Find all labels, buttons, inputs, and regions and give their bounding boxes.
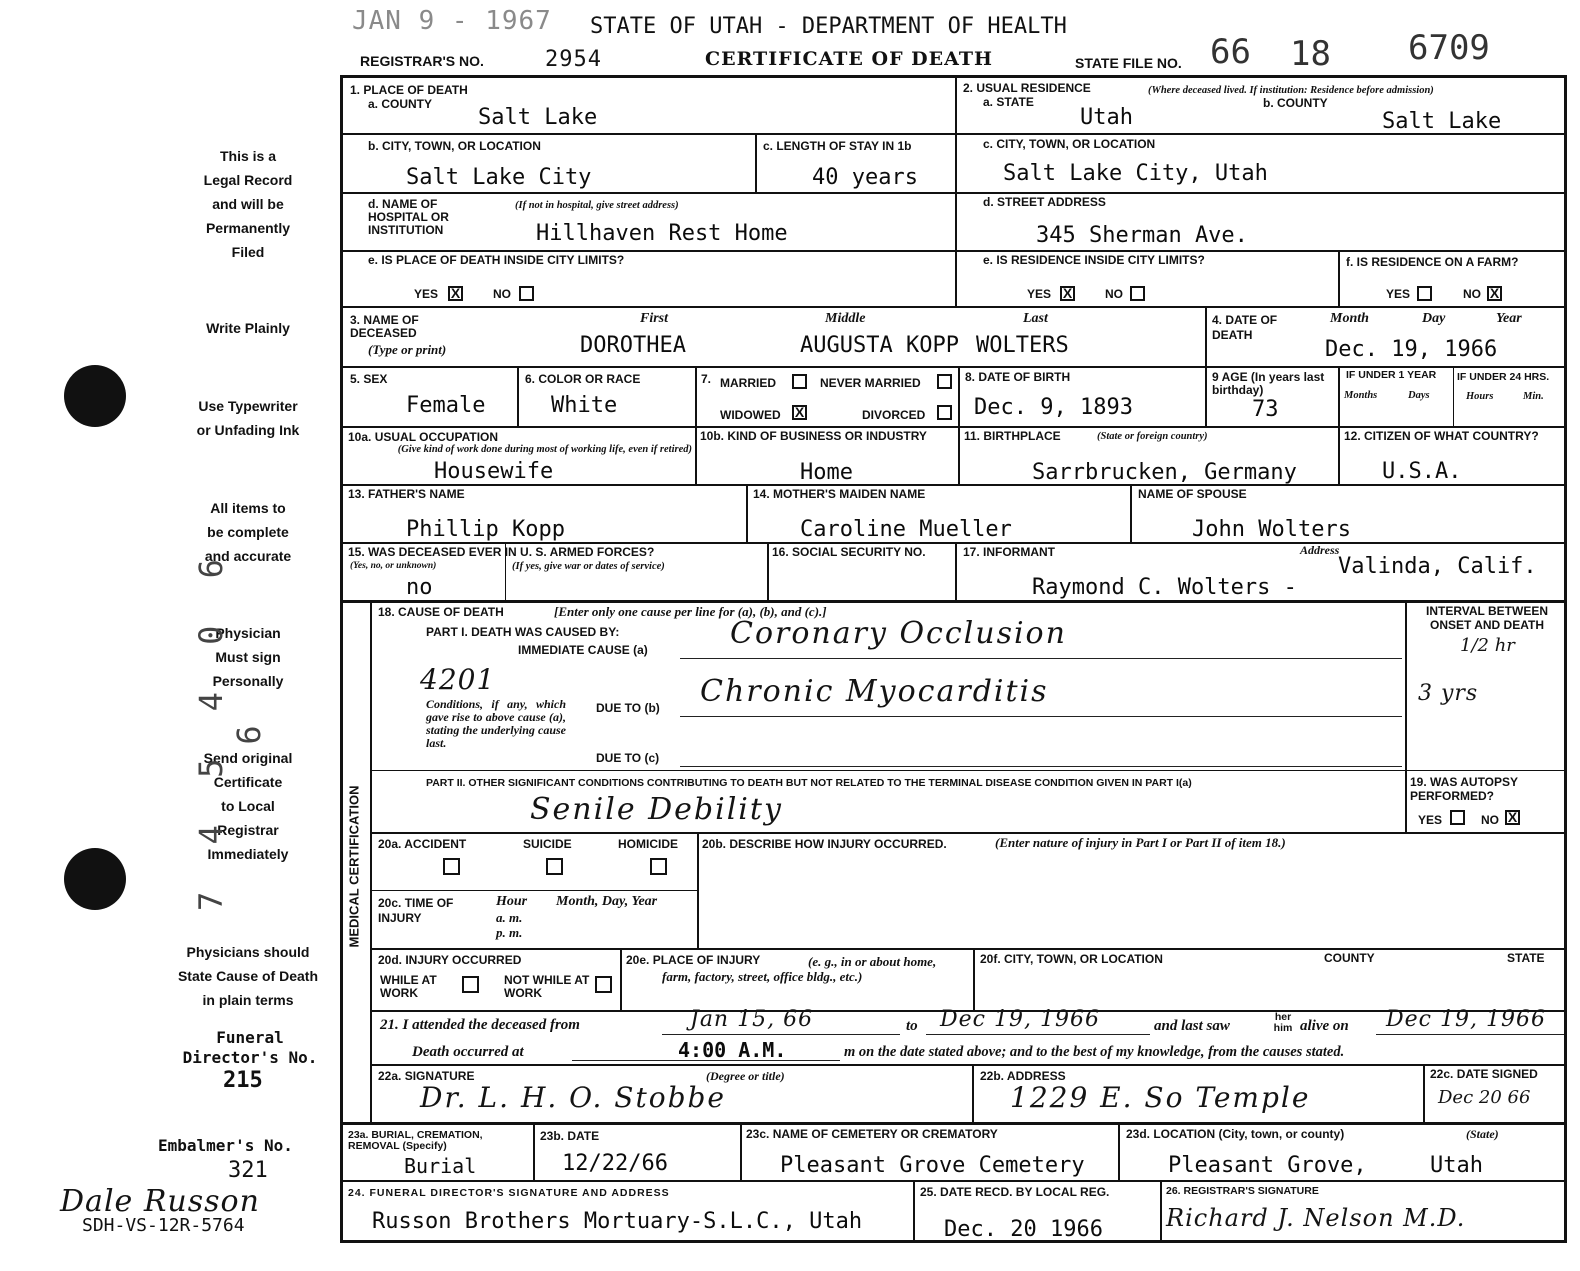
label-injury-occurred: 20d. INJURY OCCURRED bbox=[378, 953, 522, 967]
label-ssn: 16. SOCIAL SECURITY NO. bbox=[772, 545, 926, 559]
label-days: Days bbox=[1408, 390, 1430, 401]
label-conditions: Conditions, if any, which gave rise to above cause (a), stating the underlying cause last. bbox=[426, 697, 566, 750]
agency-title: STATE OF UTAH - DEPARTMENT OF HEALTH bbox=[590, 14, 1067, 39]
value-cemetery-location: Pleasant Grove, bbox=[1168, 1153, 1367, 1178]
checkbox-2e-yes[interactable]: X bbox=[1060, 286, 1075, 301]
label-yes-2f: YES bbox=[1386, 287, 1411, 301]
checkbox-2e-no[interactable] bbox=[1130, 286, 1145, 301]
label-part-2: PART II. OTHER SIGNIFICANT CONDITIONS CONTRIBUTING TO DEATH BUT NOT RELATED TO THE TERMINAL DISEASE CONDITION GIVEN IN PART I(a) bbox=[426, 777, 1192, 789]
value-armed-forces: no bbox=[406, 575, 433, 600]
value-attended-from: Jan 15, 66 bbox=[690, 1007, 814, 1032]
value-last-name: WOLTERS bbox=[976, 333, 1069, 358]
value-first-name: DOROTHEA bbox=[580, 333, 686, 358]
label-due-to-b: DUE TO (b) bbox=[596, 701, 660, 715]
label-no-2f: NO bbox=[1463, 287, 1481, 301]
label-age: 9 AGE (In years last birthday) bbox=[1212, 370, 1325, 397]
label-attended-from: 21. I attended the deceased from bbox=[380, 1017, 580, 1033]
value-race: White bbox=[551, 393, 618, 418]
label-date-of-death: 4. DATE OF DEATH bbox=[1212, 313, 1278, 342]
value-middle-name: AUGUSTA KOPP bbox=[800, 333, 959, 358]
value-mother: Caroline Mueller bbox=[800, 517, 1012, 542]
label-how-injury: 20b. DESCRIBE HOW INJURY OCCURRED. bbox=[702, 837, 947, 851]
value-length-of-stay: 40 years bbox=[812, 165, 918, 190]
value-informant: Raymond C. Wolters - bbox=[1032, 575, 1297, 600]
label-name-of-deceased: 3. NAME OF DECEASED bbox=[350, 313, 419, 340]
value-hospital: Hillhaven Rest Home bbox=[536, 221, 788, 246]
label-place-of-injury: 20e. PLACE OF INJURY bbox=[626, 953, 761, 967]
label-place-of-injury-hint: (e. g., in or about home, farm, factory, street, office bldg., etc.) bbox=[662, 954, 937, 984]
value-part-2: Senile Debility bbox=[530, 792, 783, 827]
value-time-of-death: 4:00 A.M. bbox=[678, 1038, 787, 1062]
label-never-married: NEVER MARRIED bbox=[820, 376, 921, 390]
value-cause-code: 4201 bbox=[420, 663, 496, 696]
value-sex: Female bbox=[406, 393, 486, 418]
label-occupation-hint: (Give kind of work done during most of working life, even if retired) bbox=[397, 444, 692, 455]
value-res-county: Salt Lake bbox=[1382, 109, 1502, 134]
value-cause-b: Chronic Myocarditis bbox=[700, 674, 1049, 709]
value-date-received: Dec. 20 1966 bbox=[944, 1217, 1103, 1242]
label-usual-residence: 2. USUAL RESIDENCE bbox=[963, 81, 1091, 95]
label-day: Day bbox=[1422, 311, 1446, 326]
label-to: to bbox=[906, 1018, 918, 1034]
value-res-city: Salt Lake City, Utah bbox=[1003, 161, 1268, 186]
value-res-state: Utah bbox=[1080, 105, 1133, 130]
label-disposition-date: 23b. DATE bbox=[540, 1129, 600, 1143]
value-city: Salt Lake City bbox=[406, 165, 592, 190]
label-birthplace-hint: (State or foreign country) bbox=[1097, 431, 1208, 442]
label-length-of-stay: c. LENGTH OF STAY IN 1b bbox=[763, 139, 912, 153]
label-funeral-director: 24. FUNERAL DIRECTOR'S SIGNATURE AND ADDRESS bbox=[348, 1187, 670, 1199]
label-res-county: b. COUNTY bbox=[1263, 96, 1328, 110]
value-date-signed: Dec 20 66 bbox=[1438, 1087, 1531, 1108]
funeral-director-label: Funeral Director's No. bbox=[182, 1028, 318, 1067]
checkbox-accident[interactable] bbox=[443, 858, 460, 875]
label-type-or-print: (Type or print) bbox=[368, 342, 447, 357]
label-disposition: 23a. BURIAL, CREMATION, REMOVAL (Specify) bbox=[348, 1129, 483, 1152]
label-farm: f. IS RESIDENCE ON A FARM? bbox=[1346, 255, 1519, 269]
label-spouse: NAME OF SPOUSE bbox=[1138, 487, 1247, 501]
label-race: 6. COLOR OR RACE bbox=[525, 372, 641, 386]
label-armed-hint-1: (Yes, no, or unknown) bbox=[350, 561, 437, 571]
sidebar-write-plainly: Write Plainly bbox=[206, 320, 290, 336]
value-county: Salt Lake bbox=[478, 105, 598, 130]
label-state: a. STATE bbox=[983, 95, 1034, 109]
label-marital: 7. bbox=[701, 372, 712, 386]
value-cause-a: Coronary Occlusion bbox=[730, 616, 1067, 651]
label-while-at-work: WHILE AT WORK bbox=[380, 973, 437, 1000]
value-birthplace: Sarrbrucken, Germany bbox=[1032, 460, 1297, 485]
label-married: MARRIED bbox=[720, 376, 776, 390]
checkbox-2f-yes[interactable] bbox=[1417, 286, 1432, 301]
state-file-label: STATE FILE NO. bbox=[1075, 55, 1182, 71]
checkbox-widowed[interactable]: X bbox=[792, 405, 807, 420]
form-number: SDH-VS-12R-5764 bbox=[82, 1215, 245, 1236]
value-date-of-death: Dec. 19, 1966 bbox=[1325, 337, 1498, 362]
registrar-no-label: REGISTRAR'S NO. bbox=[360, 53, 484, 69]
label-cemetery: 23c. NAME OF CEMETERY OR CREMATORY bbox=[746, 1127, 998, 1141]
label-how-injury-hint: (Enter nature of injury in Part I or Part II of item 18.) bbox=[995, 835, 1286, 850]
label-no-autopsy: NO bbox=[1481, 813, 1499, 827]
label-death-occurred-at: Death occurred at bbox=[412, 1044, 524, 1060]
sidebar-send-original: Send original Certificate to Local Registrar Immediately bbox=[203, 750, 293, 862]
label-state-paren: (State) bbox=[1466, 1127, 1499, 1141]
label-armed-hint-2: (If yes, give war or dates of service) bbox=[512, 561, 665, 572]
label-citizen: 12. CITIZEN OF WHAT COUNTRY? bbox=[1344, 429, 1539, 443]
certificate-title: CERTIFICATE OF DEATH bbox=[705, 48, 993, 70]
checkbox-homicide[interactable] bbox=[650, 858, 667, 875]
label-min: Min. bbox=[1523, 391, 1544, 402]
value-last-saw: Dec 19, 1966 bbox=[1386, 1007, 1546, 1032]
label-birthplace: 11. BIRTHPLACE bbox=[964, 429, 1061, 443]
label-hospital-hint: (If not in hospital, give street address) bbox=[515, 200, 679, 211]
label-middle: Middle bbox=[825, 311, 866, 326]
state-file-part1: 66 bbox=[1210, 32, 1251, 72]
label-yes-2e: YES bbox=[1027, 287, 1052, 301]
checkbox-while-at-work[interactable] bbox=[462, 976, 479, 993]
value-date-of-birth: Dec. 9, 1893 bbox=[974, 395, 1133, 420]
label-time-of-injury: 20c. TIME OF INJURY bbox=[378, 896, 454, 925]
label-part-1: PART I. DEATH WAS CAUSED BY: bbox=[426, 625, 620, 639]
label-her-him: her him bbox=[1273, 1011, 1293, 1034]
state-file-part2: 18 bbox=[1290, 34, 1331, 74]
sidebar-complete: All items to be complete and accurate bbox=[204, 500, 292, 564]
embalmer-no: 321 bbox=[228, 1158, 268, 1183]
label-mdy: Month, Day, Year bbox=[556, 894, 658, 909]
value-disposition-date: 12/22/66 bbox=[562, 1151, 668, 1176]
checkbox-divorced[interactable] bbox=[937, 405, 952, 420]
checkbox-suicide[interactable] bbox=[546, 858, 563, 875]
value-attended-to: Dec 19, 1966 bbox=[940, 1007, 1100, 1032]
value-disposition: Burial bbox=[404, 1154, 477, 1178]
label-street: d. STREET ADDRESS bbox=[983, 195, 1106, 209]
label-immediate-cause: IMMEDIATE CAUSE (a) bbox=[518, 643, 648, 657]
label-autopsy: 19. WAS AUTOPSY PERFORMED? bbox=[1410, 775, 1518, 803]
checkbox-1e-yes[interactable]: X bbox=[448, 286, 463, 301]
value-informant-address: Valinda, Calif. bbox=[1338, 554, 1537, 579]
value-spouse: John Wolters bbox=[1192, 517, 1351, 542]
punch-hole-top bbox=[64, 365, 126, 427]
label-date-of-birth: 8. DATE OF BIRTH bbox=[965, 370, 1071, 384]
value-occupation: Housewife bbox=[434, 459, 554, 484]
label-date-signed: 22c. DATE SIGNED bbox=[1430, 1067, 1538, 1081]
value-street: 345 Sherman Ave. bbox=[1036, 223, 1248, 248]
label-accident: 20a. ACCIDENT bbox=[378, 837, 467, 851]
label-injury-city: 20f. CITY, TOWN, OR LOCATION bbox=[980, 952, 1163, 966]
label-sex: 5. SEX bbox=[350, 372, 388, 386]
label-cemetery-location: 23d. LOCATION (City, town, or county) bbox=[1126, 1127, 1345, 1141]
label-degree: (Degree or title) bbox=[706, 1069, 785, 1083]
label-place-of-death: 1. PLACE OF DEATH bbox=[350, 83, 468, 97]
label-year: Year bbox=[1496, 311, 1522, 326]
label-residence-hint: (Where deceased lived. If institution: Residence before admission) bbox=[1148, 85, 1434, 96]
label-on-date-stated: m on the date stated above; and to the best of my knowledge, from the causes stated. bbox=[844, 1044, 1345, 1060]
label-doctor-address: 22b. ADDRESS bbox=[980, 1069, 1066, 1083]
label-address: Address bbox=[1300, 543, 1340, 557]
label-under-1-year: IF UNDER 1 YEAR bbox=[1346, 369, 1437, 381]
checkbox-autopsy-yes[interactable] bbox=[1450, 810, 1465, 825]
label-injury-state: STATE bbox=[1507, 951, 1545, 965]
registrar-no: 2954 bbox=[545, 47, 602, 72]
sidebar-physician: Physician Must sign Personally bbox=[212, 625, 284, 689]
checkbox-never-married[interactable] bbox=[937, 374, 952, 389]
value-father: Phillip Kopp bbox=[406, 517, 565, 542]
sidebar-physicians-state: Physicians should State Cause of Death in plain terms bbox=[177, 944, 319, 1008]
value-cemetery-state: Utah bbox=[1430, 1153, 1483, 1178]
label-res-city: c. CITY, TOWN, OR LOCATION bbox=[983, 137, 1156, 151]
label-alive-on: alive on bbox=[1300, 1018, 1349, 1034]
label-hour: Hour bbox=[496, 894, 528, 909]
label-informant: 17. INFORMANT bbox=[963, 545, 1056, 559]
value-funeral-home: Russon Brothers Mortuary-S.L.C., Utah bbox=[372, 1209, 863, 1234]
checkbox-2f-no[interactable]: X bbox=[1487, 286, 1502, 301]
label-mother: 14. MOTHER'S MAIDEN NAME bbox=[753, 487, 926, 501]
label-no-1e: NO bbox=[493, 287, 511, 301]
label-signature: 22a. SIGNATURE bbox=[378, 1069, 475, 1083]
label-months: Months bbox=[1344, 390, 1378, 401]
label-inside-city: e. IS PLACE OF DEATH INSIDE CITY LIMITS? bbox=[368, 253, 625, 267]
label-divorced: DIVORCED bbox=[862, 408, 926, 422]
label-occupation: 10a. USUAL OCCUPATION bbox=[348, 430, 499, 444]
label-cause-of-death: 18. CAUSE OF DEATH bbox=[378, 605, 504, 619]
label-registrar-signature: 26. REGISTRAR'S SIGNATURE bbox=[1166, 1185, 1319, 1197]
label-yes-autopsy: YES bbox=[1418, 813, 1443, 827]
label-res-inside-city: e. IS RESIDENCE INSIDE CITY LIMITS? bbox=[983, 253, 1205, 267]
label-due-to-c: DUE TO (c) bbox=[596, 751, 660, 765]
embalmer-label: Embalmer's No. bbox=[158, 1136, 293, 1155]
label-yes-1e: YES bbox=[414, 287, 439, 301]
label-not-while-at-work: NOT WHILE AT WORK bbox=[504, 973, 590, 1000]
received-stamp: JAN 9 - 1967 bbox=[352, 6, 552, 36]
label-injury-county: COUNTY bbox=[1324, 951, 1375, 965]
label-widowed: WIDOWED bbox=[720, 408, 781, 422]
label-armed-forces: 15. WAS DECEASED EVER IN U. S. ARMED FORCES? bbox=[348, 545, 655, 559]
label-last-saw: and last saw bbox=[1154, 1018, 1230, 1034]
label-homicide: HOMICIDE bbox=[618, 837, 678, 851]
sidebar-typewriter: Use Typewriter or Unfading Ink bbox=[196, 398, 300, 438]
value-doctor-address: 1229 E. So Temple bbox=[1010, 1081, 1311, 1114]
label-county: a. COUNTY bbox=[368, 97, 433, 111]
label-father: 13. FATHER'S NAME bbox=[348, 487, 465, 501]
label-medical-certification: MEDICAL CERTIFICATION bbox=[346, 785, 362, 948]
label-am: a. m. bbox=[496, 910, 523, 925]
label-cause-hint: [Enter only one cause per line for (a), (b), and (c).] bbox=[554, 604, 827, 619]
vertical-serial-number: 7 4 5 4 0 6 6 bbox=[192, 545, 268, 911]
value-interval-a: 1/2 hr bbox=[1460, 635, 1515, 656]
checkbox-married[interactable] bbox=[792, 374, 807, 389]
label-suicide: SUICIDE bbox=[523, 837, 572, 851]
director-signature-left: Dale Russon bbox=[60, 1184, 260, 1219]
value-age: 73 bbox=[1252, 397, 1279, 422]
label-city: b. CITY, TOWN, OR LOCATION bbox=[368, 139, 541, 153]
checkbox-autopsy-no[interactable]: X bbox=[1505, 810, 1520, 825]
label-under-24-hrs: IF UNDER 24 HRS. bbox=[1457, 371, 1550, 383]
label-month: Month bbox=[1330, 311, 1369, 326]
value-cemetery: Pleasant Grove Cemetery bbox=[780, 1153, 1085, 1178]
state-file-part3: 6709 bbox=[1408, 28, 1490, 68]
label-no-2e: NO bbox=[1105, 287, 1123, 301]
label-interval: INTERVAL BETWEEN ONSET AND DEATH bbox=[1425, 604, 1548, 632]
value-business: Home bbox=[800, 460, 853, 485]
value-interval-b: 3 yrs bbox=[1418, 681, 1479, 706]
checkbox-not-while-at-work[interactable] bbox=[595, 976, 612, 993]
label-business: 10b. KIND OF BUSINESS OR INDUSTRY bbox=[700, 429, 927, 443]
label-pm: p. m. bbox=[496, 925, 523, 940]
value-signature: Dr. L. H. O. Stobbe bbox=[420, 1081, 726, 1114]
label-hospital: d. NAME OF HOSPITAL OR INSTITUTION bbox=[368, 197, 449, 237]
checkbox-1e-no[interactable] bbox=[519, 286, 534, 301]
value-registrar-signature: Richard J. Nelson M.D. bbox=[1166, 1204, 1466, 1232]
label-last: Last bbox=[1023, 311, 1048, 326]
label-hours: Hours bbox=[1466, 391, 1494, 402]
sidebar-legal: This is a Legal Record and will be Permanently Filed bbox=[203, 148, 293, 260]
value-citizen: U.S.A. bbox=[1382, 459, 1462, 484]
label-first: First bbox=[640, 311, 669, 326]
label-date-received: 25. DATE RECD. BY LOCAL REG. bbox=[920, 1185, 1110, 1199]
funeral-director-no: 215 bbox=[223, 1068, 263, 1093]
punch-hole-bottom bbox=[64, 848, 126, 910]
